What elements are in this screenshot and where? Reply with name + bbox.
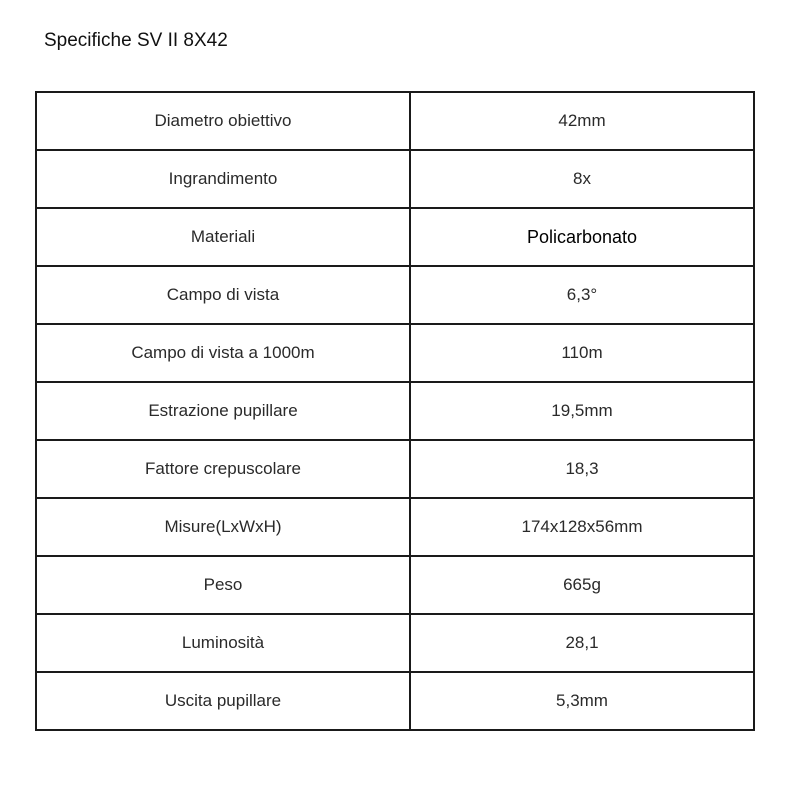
table-row [36, 382, 754, 440]
spec-label: Fattore crepuscolare [36, 440, 410, 498]
table-row [36, 324, 754, 382]
spec-value: 28,1 [410, 614, 754, 672]
spec-label: Diametro obiettivo [36, 92, 410, 150]
spec-label: Campo di vista a 1000m [36, 324, 410, 382]
table-row [36, 672, 754, 730]
table-row [36, 92, 754, 150]
table-row [36, 498, 754, 556]
table-row [36, 208, 754, 266]
spec-label: Luminosità [36, 614, 410, 672]
spec-value: 18,3 [410, 440, 754, 498]
table-row [36, 556, 754, 614]
spec-label: Ingrandimento [36, 150, 410, 208]
spec-value: 6,3° [410, 266, 754, 324]
spec-value: 8x [410, 150, 754, 208]
spec-label: Estrazione pupillare [36, 382, 410, 440]
spec-table [35, 91, 755, 731]
spec-value: 665g [410, 556, 754, 614]
spec-value: 5,3mm [410, 672, 754, 730]
spec-value: 42mm [410, 92, 754, 150]
spec-value: 110m [410, 324, 754, 382]
page-title: Specifiche SV II 8X42 [44, 30, 228, 51]
spec-value: 174x128x56mm [410, 498, 754, 556]
spec-value: Policarbonato [410, 208, 754, 266]
spec-label: Uscita pupillare [36, 672, 410, 730]
table-row [36, 440, 754, 498]
spec-value: 19,5mm [410, 382, 754, 440]
table-row [36, 614, 754, 672]
spec-label: Misure(LxWxH) [36, 498, 410, 556]
spec-label: Materiali [36, 208, 410, 266]
table-row [36, 266, 754, 324]
spec-label: Peso [36, 556, 410, 614]
spec-label: Campo di vista [36, 266, 410, 324]
table-row [36, 150, 754, 208]
